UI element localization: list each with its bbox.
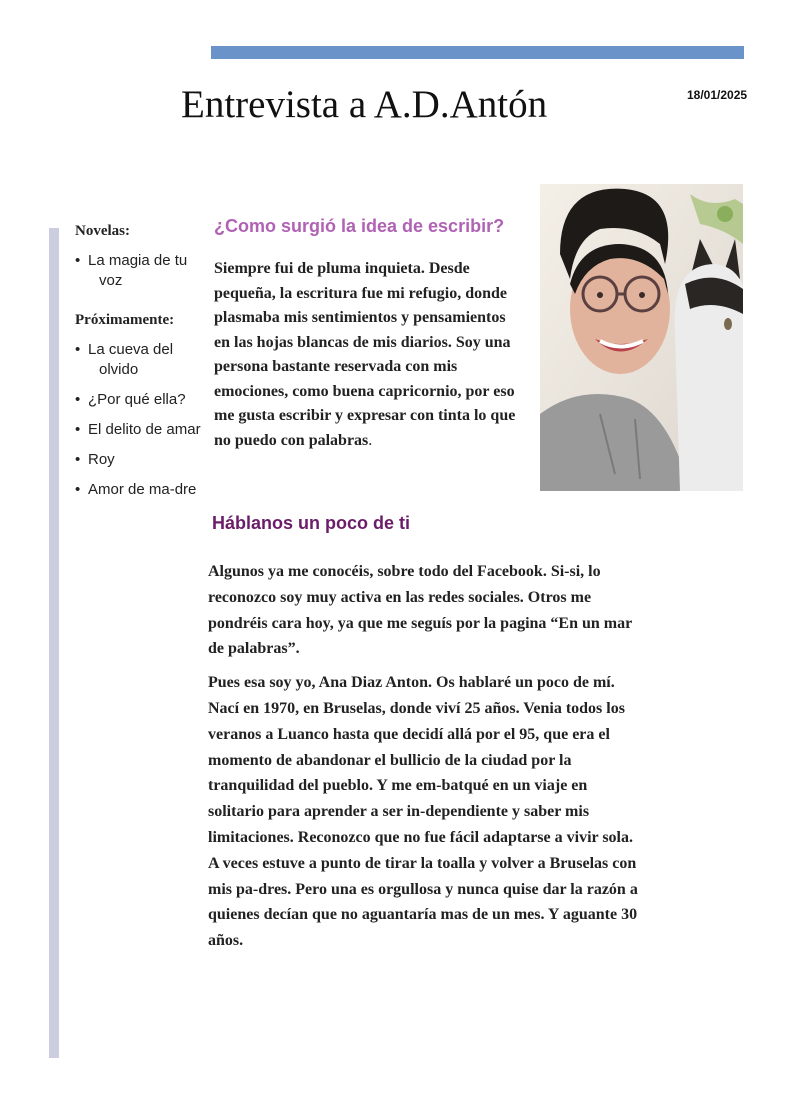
header-accent-bar <box>211 46 744 59</box>
answer-writing-origin-end: . <box>368 431 373 449</box>
sidebar <box>75 223 210 510</box>
about-you-paragraph: Pues esa soy yo, Ana Diaz Anton. Os hablaré un poco de mí. Nací en 1970, en Bruselas, donde viví 25 años. Venia todos los veranos a Luanco hasta que decidí allá por el 95, que era el momento de abandonar el bullicio de la ciudad por la tranquilidad del pueblo. Y me em-batqué en un viaje en solitario para aprender a ser in-dependiente y saber mis limitaciones. Reconozco que no fue fácil adaptarse a vivir sola. A veces estuve a punto de tirar la toalla y volver a Bruselas con mis pa-dres. Pero una es orgullosa y nunca quise dar la razón a quienes decían que no aguantaría mas de un mes. Y aguante 30 años. <box>208 674 638 950</box>
upcoming-item: • El delito de amar <box>75 420 210 440</box>
sidebar-accent-bar <box>49 228 59 1058</box>
upcoming-heading: Próximamente: <box>75 312 175 328</box>
answer-writing-origin-text: Siempre fui de pluma inquieta. Desde pequeña, la escritura fue mi refugio, donde plasmaba mis sentimientos y pensamientos en las hojas blancas de mis diarios. Soy una persona bastante reservada con mis emociones, como buena capricornio, por eso me gusta escribir y expresar con tinta lo que no puedo con palabras <box>214 260 516 449</box>
publication-date: 18/01/2025 <box>687 88 748 102</box>
author-with-cat-photo <box>540 184 743 491</box>
question-writing-origin: ¿Como surgió la idea de escribir? <box>214 216 505 236</box>
novel-item: • La magia de tu voz <box>75 251 210 291</box>
about-you-body <box>208 559 641 962</box>
answer-writing-origin <box>214 257 519 453</box>
upcoming-item: • Amor de ma-dre <box>75 480 210 500</box>
upcoming-item: • Roy <box>75 450 210 470</box>
novels-heading: Novelas: <box>75 223 130 239</box>
question-about-you: Háblanos un poco de ti <box>212 513 411 533</box>
upcoming-list <box>75 340 210 500</box>
upcoming-item: • La cueva del olvido <box>75 340 210 380</box>
page-title: Entrevista a A.D.Antón <box>181 83 548 126</box>
novels-list <box>75 251 210 291</box>
about-you-paragraph: Algunos ya me conocéis, sobre todo del Facebook. Si-si, lo reconozco soy muy activa en las redes sociales. Otros me pondréis cara hoy, ya que me seguís por la pagina “En un mar de palabras”. <box>208 563 632 658</box>
upcoming-item: • ¿Por qué ella? <box>75 390 210 410</box>
